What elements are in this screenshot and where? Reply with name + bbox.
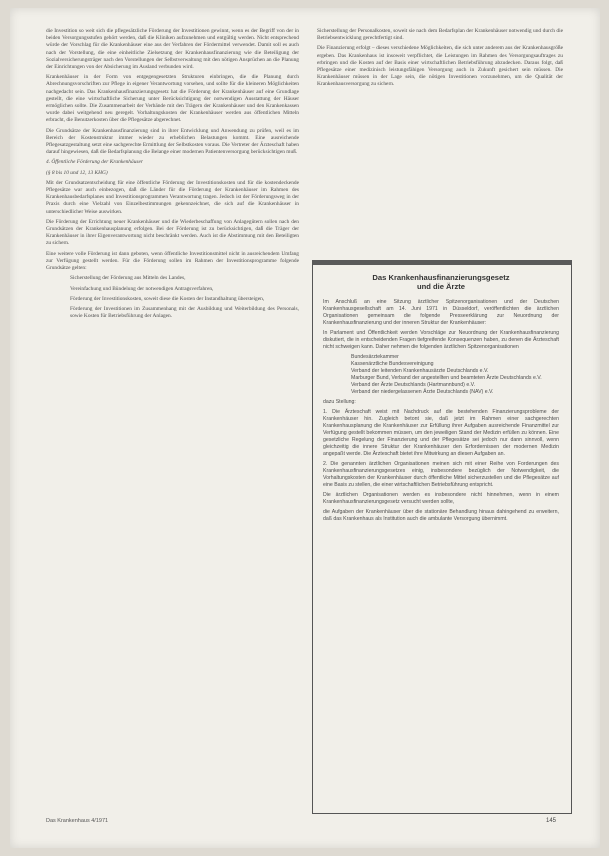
box-paragraph: Im Anschluß an eine Sitzung ärztlicher Spitzenorganisationen und der Deutschen Krankenhausgesellschaft am 14. Juni 1971 in Düsseldorf, veröffentlichten die ärztlichen Organisationen gemeinsam die folgende Presseerklärung zur Neuordnung der Krankenhausfinanzierung und der inneren Struktur der Krankenhäuser: — [323, 299, 559, 326]
left-column — [46, 28, 299, 323]
body-paragraph: Sicherstellung der Personalkosten, soweit sie nach dem Bedarfsplan der Krankenhäuser notwendig und durch die Betriebsentwicklung gerechtfertigt sind. — [317, 28, 563, 42]
organization-item: Marburger Bund, Verband der angestellten und beamteten Ärzte Deutschlands e.V. — [351, 375, 542, 381]
organization-item: Verband der Ärzte Deutschlands (Hartmannbund) e.V. — [351, 382, 476, 388]
info-box-content — [323, 273, 559, 526]
section-title: Öffentliche Förderung der Krankenhäuser — [51, 159, 143, 166]
organization-list — [351, 354, 559, 396]
page-number: 145 — [546, 818, 557, 824]
organization-item: Bundesärztekammer — [351, 354, 399, 360]
list-item: Vereinfachung und Bündelung der notwendigen Antragsverfahren, — [70, 285, 214, 292]
box-paragraph: 1. Die Ärzteschaft weist mit Nachdruck auf die bestehenden Finanzierungsprobleme der Krankenhäuser hin. Zugleich betont sie, daß jetzt im Rahmen einer sachgerechten Krankenhausplanung die Krankenhäuser zur Erfüllung ihrer Aufgaben ausreichende Finanzmittel zur Verfügung gestellt bekommen müssen, um den jeweiligen Stand der Medizin erfüllen zu können. Eine gesetzliche Regelung der Finanzierung und der Pflegesätze sei jedoch nur dann sinnvoll, wenn gleichzeitig die innere Struktur der Krankenhäuser den Erfordernissen der modernen Medizin angepaßt werde. Die Ärzteschaft bietet ihre Mitwirkung an diesen Aufgaben an. — [323, 409, 559, 457]
info-box-title-line: und die Ärzte — [416, 282, 466, 291]
box-paragraph: In Parlament und Öffentlichkeit werden Vorschläge zur Neuordnung der Krankenhausfinanzierung diskutiert, die in entscheidenden Fragen tiefgreifende Konsequenzen haben, zu denen die Ärzteschaft nicht schweigen kann. Daher nehmen die folgenden ärztlichen Spitzenorganisationen — [323, 330, 559, 350]
box-paragraph: 2. Die genannten ärztlichen Organisationen meinen sich mit einer Reihe von Forderungen des Krankenhausfinanzierungsgesetzes einig, insbesondere bezüglich der Notwendigkeit, die Vorhaltungskosten der Krankenhäuser durch öffentliche Mittel sicherzustellen und die Pflegesätze auf eine Basis zu stellen, die einer wirtschaftlichen Betriebsführung entspricht. — [323, 461, 559, 488]
box-paragraph: Die ärztlichen Organisationen werden es insbesondere nicht hinnehmen, wenn in einem Krankenhausfinanzierungsgesetz versucht werden sollte, — [323, 492, 559, 505]
section-number: 4. — [46, 159, 51, 166]
section-heading — [46, 159, 299, 166]
organization-item: Verband der niedergelassenen Ärzte Deutschlands (NAV) e.V. — [351, 389, 494, 395]
info-box — [312, 260, 572, 814]
right-column — [317, 28, 563, 92]
box-paragraph: die Aufgaben der Krankenhäuser über die stationäre Behandlung hinaus dahingehend zu erweitern, daß das Krankenhaus als Institution auch die ambulante Versorgung übernimmt. — [323, 509, 559, 522]
body-paragraph: Die Grundsätze der Krankenhausfinanzierung sind in ihrer Entwicklung und Anwendung zu prüfen, weil es im Bereich der Kostenstruktur immer wieder zu erheblichen Belastungen kommt. Eine ausreichende Pflegesatzgestaltung setzt eine sachgerechte Ermittlung der Selbstkosten voraus. Die Vertreter der Ärzteschaft haben darauf hingewiesen, daß die Bedarfsplanung die Belange einer modernen Patientenversorgung berücksichtigen muß. — [46, 127, 299, 156]
organization-item: Kassenärztliche Bundesvereinigung — [351, 361, 434, 367]
body-paragraph: Mit der Grundsatzentscheidung für eine öffentliche Förderung der Investitionskosten und für die kostendeckende Pflegesätze war auch einbezogen, daß die Länder für die Förderung der Krankenhäuser im Rahmen des Krankenhausbedarfsplanes und Investitionsprogrammen Verantwortung tragen. Jedoch ist der Förderungsweg in der Praxis durch eine Vielzahl von Einzelbestimmungen gekennzeichnet, die sich auf die Krankenhäuser in unterschiedlicher Weise auswirken. — [46, 179, 299, 215]
list-item: Förderung der Investitionskosten, soweit diese die Kosten der Instandhaltung übersteigen, — [70, 295, 265, 302]
info-box-title-line: Das Krankenhausfinanzierungsgesetz — [372, 273, 510, 282]
body-paragraph: Eine weitere volle Förderung ist dann geboten, wenn öffentliche Investitionsmittel nicht in ausreichendem Umfang zur Verfügung gestellt werden. Für die Förderung sollen im Rahmen der Investitionsprogramme folgende Grundsätze gelten: — [46, 250, 299, 272]
section-reference: (§ 8 bis 10 und 12, 13 KHG) — [46, 169, 108, 176]
info-box-title — [323, 273, 559, 291]
journal-footer: Das Krankenhaus 4/1971 — [46, 818, 109, 824]
list-item: Förderung der Investitionen im Zusammenhang mit der Ausbildung und Weiterbildung des Personals, sowie Kosten für Betriebsführung der Anlagen. — [70, 305, 299, 320]
body-paragraph: Die Finanzierung erfolgt – dieses verschiedene Möglichkeiten, die sich unter anderem aus der Krankenhausgröße ergeben. Das Krankenhaus ist insoweit verpflichtet, die Leistungen im Rahmen des Versorgungsauftrages zu erbringen und die Kosten auf der Basis einer wirtschaftlichen Betriebsführung abzudecken. Daraus folgt, daß Pflegesätze einer medizinisch leistungsfähigen Versorgung auch in Zukunft gesichert sein müssen. Die Krankenhäuser müssen in der Lage sein, die nötigen Investitionen vorzunehmen, um die Qualität der Krankenhausversorgung zu sichern. — [317, 45, 563, 88]
organization-item: Verband der leitenden Krankenhausärzte Deutschlands e.V. — [351, 368, 489, 374]
body-paragraph: Die Förderung der Errichtung neuer Krankenhäuser und die Wiederbeschaffung von Anlagegütern sollen nach den Grundsätzen der Krankenhausplanung erfolgen. Bei der Förderung ist zu berücksichtigen, daß die Träger der Krankenhäuser in ihrer Eigenverantwortung nicht beschränkt werden. Auch ist die Abstimmung mit den Beteiligten zu sichern. — [46, 218, 299, 247]
box-paragraph: dazu Stellung: — [323, 399, 356, 405]
body-paragraph: Krankenhäuser in der Form von entgegengesetzten Strukturen einbringen, die die Planung durch Abrechnungsvorschriften zur Pflege in eigener Verantwortung vorsehen, und sollte für die kleineren Möglichkeiten nachgedacht sein. Das Krankenhausfinanzierungsgesetz hat die Förderung der Krankenhäuser auf eine Grundlage gestellt, die eine wirtschaftliche Sicherung unter Berücksichtigung der notwendigen Ausstattung der Häuser ermöglichen sollte. Die Zusammenarbeit der Verbände mit den Trägern der Krankenhäuser und den Krankenkassen wurde dabei weitgehend neu geregelt. Vorhaltungskosten der Krankenhäuser werden aus öffentlichen Mitteln erbracht, die Benutzerkosten über die Pflegesätze abgerechnet. — [46, 74, 299, 124]
body-paragraph: die Investition so weit sich die pflegesätzliche Förderung der Investitionen gewinnt, wenn es der Begriff von der in beiden Versorgungsstufen gehört werden, daß die Kliniken aufzunehmen und entgültig werden. Nicht entsprechend würde der Vorschlag für die Krankenhäuser eine aus der Verfahren der Fördermittel verwendet. Damit soll es auch nach der Vorstellung, die eine einheitliche Zielsetzung der Krankenhausfinanzierung wie die Beteiligung der Sozialversicherungsträger nach den Vorstellungen der Selbstverwaltung mit den nötigen Ansprüchen an die Planung der Einrichtungen von der Absicherung im Ausland verbunden wird. — [46, 28, 299, 71]
list-item: Sicherstellung der Förderung aus Mitteln des Landes, — [70, 275, 186, 282]
